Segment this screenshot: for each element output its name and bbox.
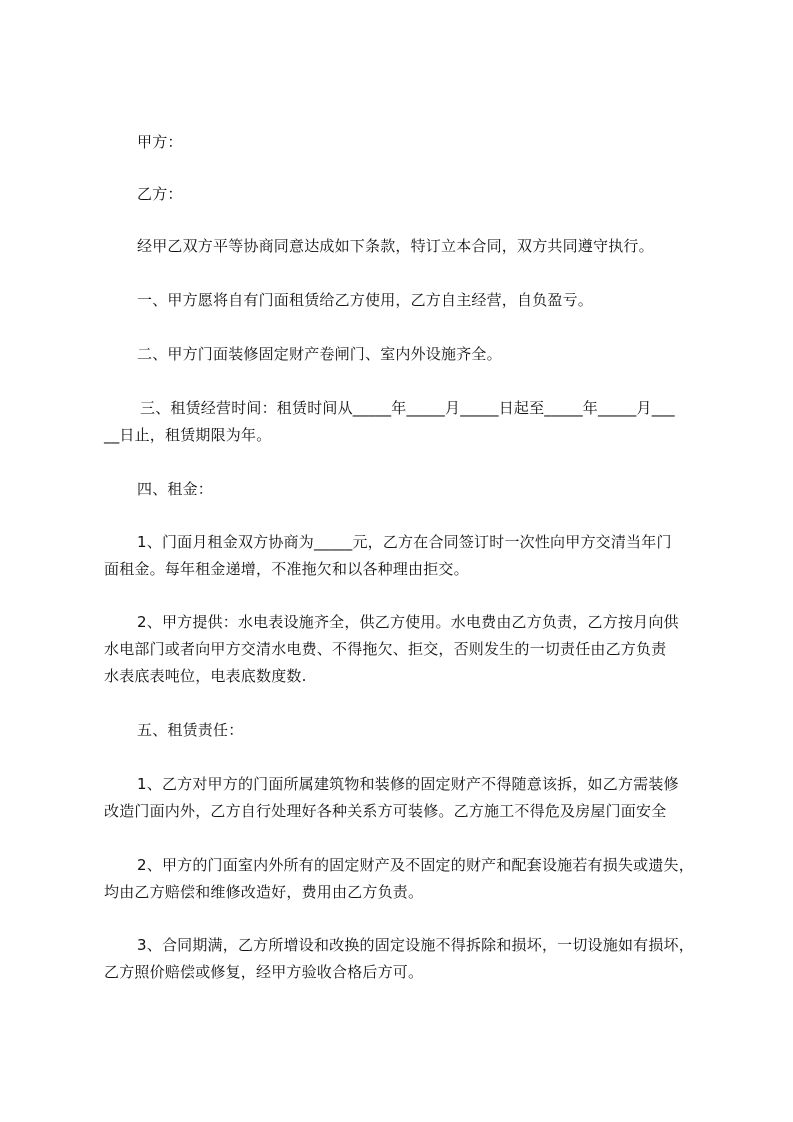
clause-4-1-line-1: 1、门面月租金双方协商为_____元，乙方在合同签订时一次性向甲方交清当年门 bbox=[137, 533, 672, 551]
intro-paragraph: 经甲乙双方平等协商同意达成如下条款，特订立本合同，双方共同遵守执行。 bbox=[137, 237, 654, 255]
clause-4-2-line-2: 水电部门或者向甲方交清水电费、不得拖欠、拒交，否则发生的一切责任由乙方负责 bbox=[104, 640, 667, 658]
clause-2: 二、甲方门面装修固定财产卷闸门、室内外设施齐全。 bbox=[137, 345, 502, 363]
clause-3-line-2: __日止，租赁期限为年。 bbox=[104, 426, 272, 444]
clause-5-3-line-2: 乙方照价赔偿或修复，经甲方验收合格后方可。 bbox=[104, 963, 424, 981]
party-b-line: 乙方： bbox=[137, 185, 183, 203]
clause-5-3-line-1: 3、合同期满，乙方所增设和改换的固定设施不得拆除和损坏，一切设施如有损坏， bbox=[137, 936, 694, 954]
clause-4-2-line-3: 水表底表吨位，电表底数度数. bbox=[104, 667, 307, 685]
clause-4-2-line-1: 2、甲方提供：水电表设施齐全，供乙方使用。水电费由乙方负责，乙方按月向供 bbox=[137, 613, 679, 631]
clause-5-2-line-1: 2、甲方的门面室内外所有的固定财产及不固定的财产和配套设施若有损失或遗失， bbox=[137, 856, 694, 874]
clause-4-heading: 四、租金： bbox=[137, 480, 214, 498]
clause-5-1-line-1: 1、乙方对甲方的门面所属建筑物和装修的固定财产不得随意该拆，如乙方需装修 bbox=[137, 775, 679, 793]
clause-4-1-line-2: 面租金。每年租金递增，不准拖欠和以各种理由拒交。 bbox=[104, 560, 469, 578]
clause-5-2-line-2: 均由乙方赔偿和维修改造好，费用由乙方负责。 bbox=[104, 883, 424, 901]
clause-5-heading: 五、租赁责任： bbox=[137, 721, 244, 739]
clause-1: 一、甲方愿将自有门面租赁给乙方使用，乙方自主经营，自负盈亏。 bbox=[137, 291, 594, 309]
clause-5-1-line-2: 改造门面内外，乙方自行处理好各种关系方可装修。乙方施工不得危及房屋门面安全 bbox=[104, 802, 667, 820]
clause-3-line-1: 三、租赁经营时间：租赁时间从_____年_____月_____日起至_____年_____月___ bbox=[140, 399, 675, 417]
party-a-line: 甲方： bbox=[137, 133, 183, 151]
